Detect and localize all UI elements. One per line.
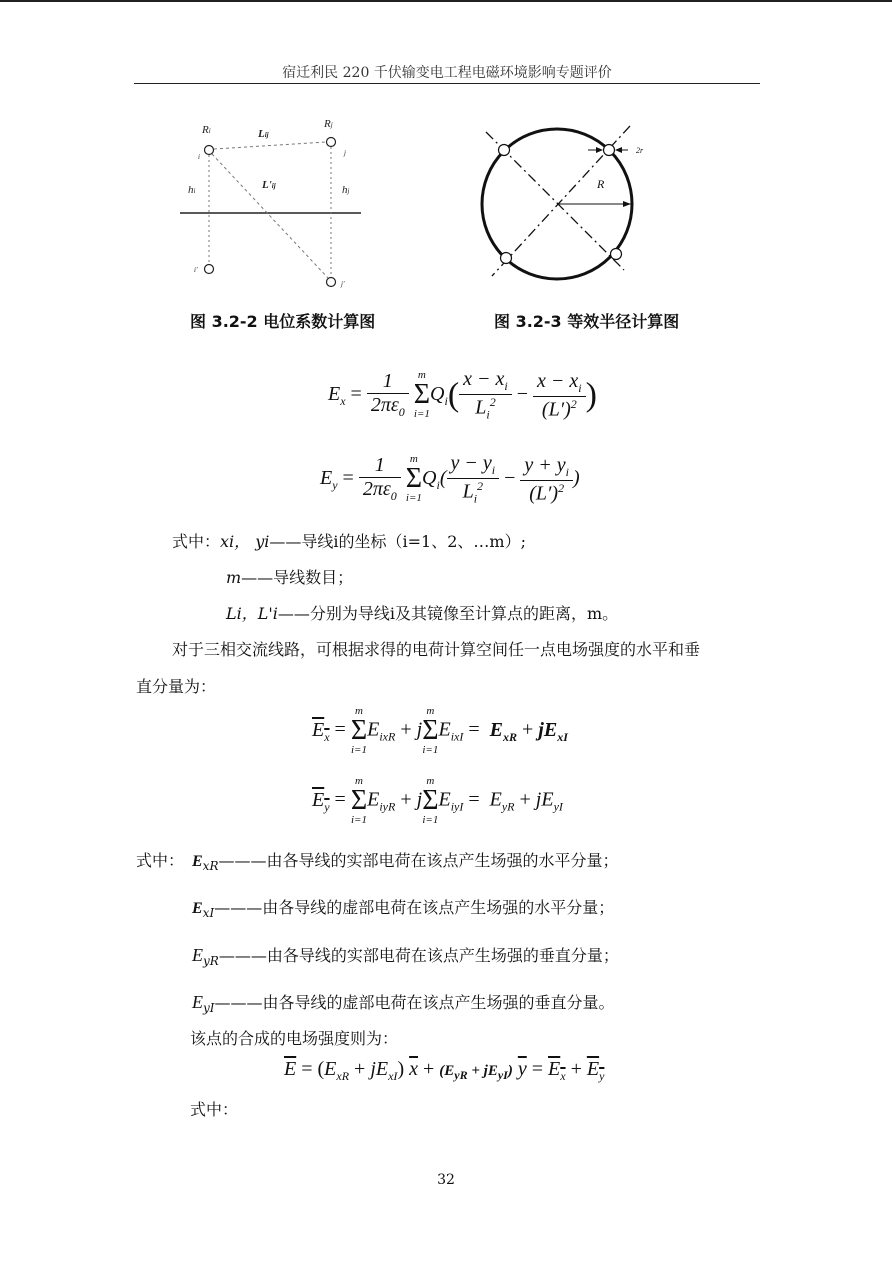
top-border <box>0 0 892 2</box>
label-Lpij: L'ij <box>262 179 276 191</box>
potential-coefficient-diagram <box>176 112 366 294</box>
where2-lead: 式中： <box>136 851 185 870</box>
where2-item-3: $E_{yR}———$由各导线的实部电荷在该点产生场强的垂直分量； <box>192 945 619 969</box>
equation-resultant: $\overline{E} = (E_{xR} + jE_{xI}) \overline{x} + (E_{yR} + jE_{yI}) \overline{y} = E_x + E_y$ <box>284 1058 605 1083</box>
label-ip: i' <box>194 266 198 274</box>
label-jp: j' <box>341 280 345 288</box>
where2-item-2: $E_{xI}———$由各导线的虚部电荷在该点产生场强的水平分量； <box>192 898 615 921</box>
label-Lij: Lij <box>258 128 269 140</box>
where2-item-1: $E_{xR}———$由各导线的实部电荷在该点产生场强的水平分量； <box>192 851 619 874</box>
equation-ex: $E_x$ = $\frac{1}{2\pi\varepsilon_0}$ m Σ i=1 $Q_i$( $\frac{x - x_i}{L_i^2}$ − $\frac{x - x_i}{(L')^2}$ ) <box>328 368 597 422</box>
paragraph-line-1: 对于三相交流线路，可根据求得的电荷计算空间任一点电场强度的水平和垂 <box>172 640 701 659</box>
page-number: 32 <box>437 1172 455 1188</box>
header-rule <box>134 83 760 84</box>
where-line-1: 式中：xi， yi——导线i的坐标（i=1、2、…m）; <box>172 532 526 551</box>
paragraph-line-2: 直分量为： <box>136 677 217 696</box>
label-hi: hi <box>188 184 196 196</box>
label-2r: 2r <box>636 146 644 155</box>
label-Ri: Ri <box>202 124 211 136</box>
label-Rj: Rj <box>324 118 333 130</box>
equation-complex-ex: $E_x$ = m Σ i=1 $E_{ixR} + j$ m Σ i=1 $E_{ixI} = E_{xR} + jE_{xI}$ <box>312 705 568 756</box>
equation-ey: $E_y$ = $\frac{1}{2\pi\varepsilon_0}$ m Σ i=1 $Q_i$( $\frac{y - y_i}{L_i^2}$ − $\frac{y + y_i}{(L')^2}$ ) <box>320 452 580 506</box>
equivalent-radius-diagram <box>476 118 666 286</box>
where2-item-4: $E_{yI}———$由各导线的虚部电荷在该点产生场强的垂直分量。 <box>192 992 615 1016</box>
running-header: 宿迁利民 220 千伏输变电工程电磁环境影响专题评价 <box>282 65 612 81</box>
where-line-3: Li，L'i——分别为导线i及其镜像至计算点的距离，m。 <box>226 604 619 623</box>
resultant-intro: 该点的合成的电场强度则为： <box>190 1029 399 1048</box>
resultant-tail: 式中： <box>190 1100 239 1119</box>
figure-caption-right: 图 3.2-3 等效半径计算图 <box>494 312 680 331</box>
label-i: i <box>198 153 200 161</box>
where-line-2: m——导线数目； <box>226 568 354 587</box>
label-R: R <box>597 177 605 191</box>
figure-caption-left: 图 3.2-2 电位系数计算图 <box>190 312 376 331</box>
label-j: j <box>344 149 346 157</box>
equation-complex-ey: $E_y$ = m Σ i=1 $E_{iyR} + j$ m Σ i=1 $E_{iyI} = E_{yR} + jE_{yI}$ <box>312 775 563 826</box>
label-hj: hj <box>342 184 350 196</box>
